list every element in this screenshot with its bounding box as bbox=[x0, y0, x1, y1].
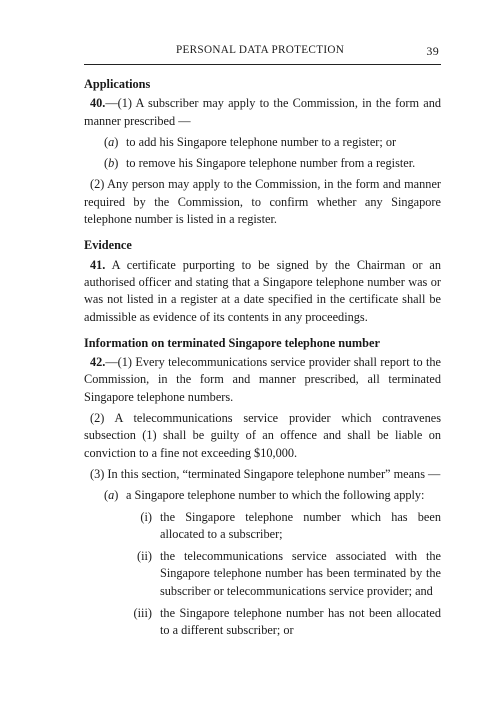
running-title: PERSONAL DATA PROTECTION bbox=[176, 44, 345, 56]
section-42-p1-text: —(1) Every telecommunications service provider shall report to the Commission, in the form and manner prescribed, all terminated Singapore telephone numbers. bbox=[84, 355, 441, 404]
para-label: (a) bbox=[104, 134, 119, 149]
running-head bbox=[84, 44, 441, 60]
section-42-number: 42. bbox=[90, 355, 106, 370]
subpara-text: the Singapore telephone number which has been allocated to a subscriber; bbox=[160, 509, 441, 541]
para-text: to remove his Singapore telephone number from a register. bbox=[126, 156, 416, 171]
para-label: (b) bbox=[104, 156, 119, 171]
section-42-subsection-2: (2) A telecommunications service provider which contravenes subsection (1) shall be guilty of an offence and shall be liable on conviction to a fine not exceeding $10,000. bbox=[84, 411, 441, 460]
section-40-para-a bbox=[84, 134, 441, 151]
section-42-subsection-3: (3) In this section, “terminated Singapore telephone number” means — bbox=[90, 466, 441, 481]
section-42-subpara-i bbox=[84, 509, 441, 544]
page-number: 39 bbox=[426, 44, 439, 58]
subpara-label: (i) bbox=[140, 509, 152, 524]
section-42-subsection-1 bbox=[84, 354, 441, 406]
section-41-text bbox=[84, 257, 441, 326]
section-42-subpara-iii bbox=[84, 605, 441, 640]
para-label: (a) bbox=[104, 488, 119, 503]
para-text: to add his Singapore telephone number to a register; or bbox=[126, 134, 397, 149]
subpara-text: the Singapore telephone number has not been allocated to a different subscriber; or bbox=[160, 606, 441, 638]
section-41-heading: Evidence bbox=[84, 238, 132, 253]
section-40-subsection-2: (2) Any person may apply to the Commission, in the form and manner required by the Commission, to confirm whether any Singapore telephone number is listed in a register. bbox=[84, 177, 441, 227]
section-40-subsection-1 bbox=[84, 95, 441, 130]
section-40-para-b bbox=[84, 155, 441, 172]
section-40-number: 40. bbox=[90, 96, 106, 111]
subpara-label: (iii) bbox=[133, 606, 152, 621]
subpara-label: (ii) bbox=[136, 549, 152, 564]
section-42-para-a bbox=[84, 487, 441, 504]
section-41-number: 41. bbox=[90, 257, 106, 272]
section-40-heading: Applications bbox=[84, 77, 151, 91]
header-rule bbox=[84, 64, 441, 65]
document-body bbox=[84, 76, 441, 645]
subpara-text: the telecommunications service associated with the Singapore telephone number has been terminated by the subscriber or telecommunications service provider; and bbox=[160, 549, 441, 598]
section-42-heading: Information on terminated Singapore telephone number bbox=[84, 335, 380, 350]
section-41-p1-text: A certificate purporting to be signed by the Chairman or an authorised officer and stating that a Singapore telephone number was or was not listed in a register at a date specified in the certificate shall be admissible as evidence of its contents in any proceedings. bbox=[84, 257, 441, 324]
section-42-subpara-ii bbox=[84, 548, 441, 600]
section-40-p1-text: —(1) A subscriber may apply to the Commission, in the form and manner prescribed — bbox=[84, 96, 441, 128]
para-text: a Singapore telephone number to which the following apply: bbox=[126, 488, 425, 503]
